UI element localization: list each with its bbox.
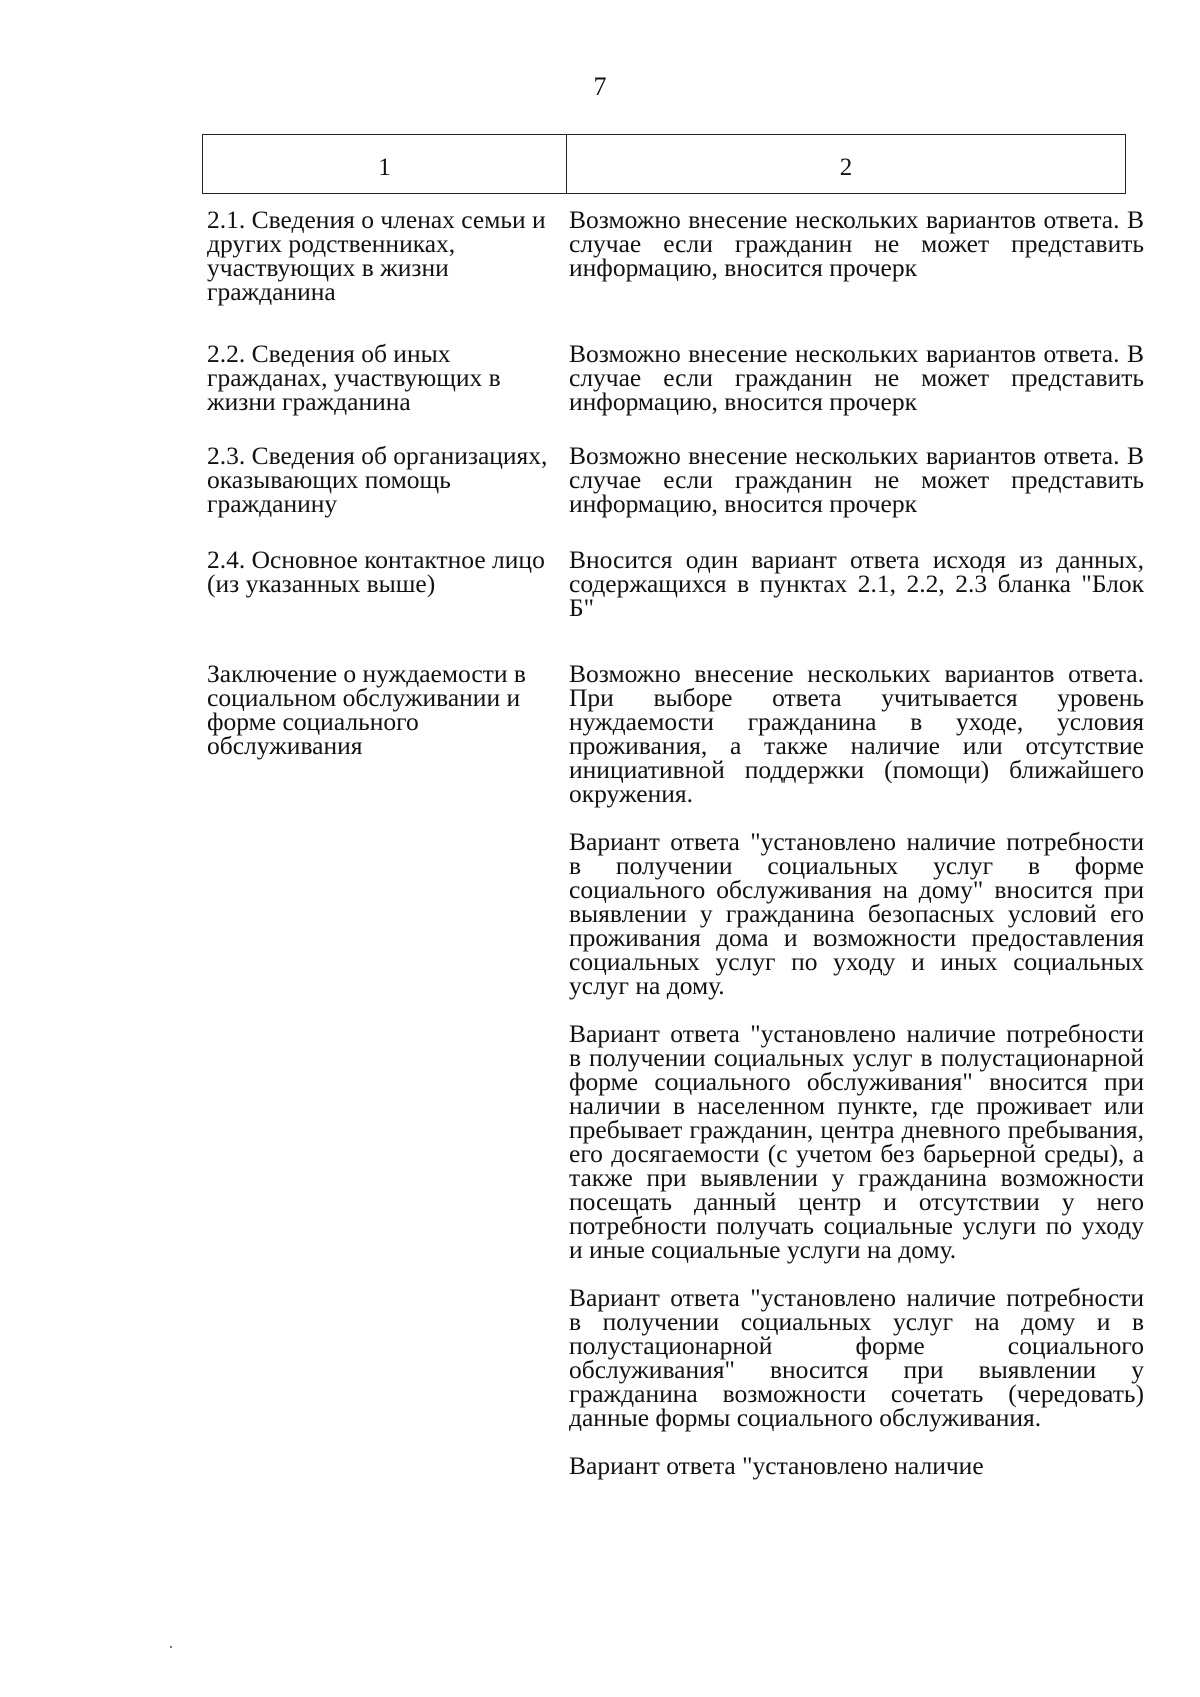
page-number: 7	[593, 72, 607, 101]
table-row	[207, 339, 1147, 416]
description-paragraph: Возможно внесение нескольких вариантов ответа. В случае если гражданин не может представить информацию, вносится прочерк	[569, 441, 1144, 518]
row-description	[569, 441, 1144, 518]
column-2-header: 2	[839, 154, 853, 181]
description-paragraph: Вносится один вариант ответа исходя из данных, содержащихся в пунктах 2.1, 2.2, 2.3 бланка "Блок Б"	[569, 545, 1144, 622]
description-paragraph: Вариант ответа "установлено наличие потребности в получении социальных услуг на дому и в полустационарной форме социального обслуживания" вносится при выявлении у гражданина возможности сочетать (чередовать) данные формы социального обслуживания.	[569, 1283, 1144, 1432]
description-paragraph: Вариант ответа "установлено наличие	[569, 1451, 984, 1480]
description-paragraph: Возможно внесение нескольких вариантов ответа. В случае если гражданин не может представить информацию, вносится прочерк	[569, 205, 1144, 282]
description-paragraph: Возможно внесение нескольких вариантов ответа. При выборе ответа учитывается уровень нуждаемости гражданина в уходе, условия проживания, а также наличие или отсутствие инициативной поддержки (помощи) ближайшего окружения.	[569, 659, 1144, 808]
description-paragraph: Вариант ответа "установлено наличие потребности в получении социальных услуг в полустационарной форме социального обслуживания" вносится при наличии в населенном пункте, где проживает или пребывает гражданин, центра дневного пребывания, его досягаемости (с учетом без барьерной среды), а также при выявлении у гражданина возможности посещать данный центр и отсутствии у него потребности получать социальные услуги по уходу и иные социальные услуги на дому.	[569, 1019, 1144, 1264]
table-row	[207, 659, 1147, 1480]
description-paragraph: Вариант ответа "установлено наличие потребности в получении социальных услуг в форме социального обслуживания на дому" вносится при выявлении у гражданина безопасных условий его проживания дома и возможности предоставления социальных услуг по уходу и иных социальных услуг на дому.	[569, 827, 1144, 1000]
table-row	[207, 441, 1147, 518]
row-description	[569, 205, 1144, 304]
table-row	[207, 205, 1147, 306]
table-header	[202, 134, 1126, 194]
row-label: 2.4. Основное контактное лицо (из указанных выше)	[207, 545, 545, 598]
scan-speck	[170, 1646, 172, 1648]
row-label: 2.1. Сведения о членах семьи и других родственниках, участвующих в жизни гражданина	[207, 205, 546, 306]
row-description	[569, 545, 1144, 622]
row-label: Заключение о нуждаемости в социальном обслуживании и форме социального обслуживания	[207, 659, 526, 760]
row-description	[569, 659, 1144, 1480]
table-row	[207, 545, 1147, 622]
description-paragraph: Возможно внесение нескольких вариантов ответа. В случае если гражданин не может представить информацию, вносится прочерк	[569, 339, 1144, 416]
column-1-header: 1	[203, 135, 567, 193]
row-description	[569, 339, 1144, 416]
row-label: 2.3. Сведения об организациях, оказывающих помощь гражданину	[207, 441, 548, 518]
row-label: 2.2. Сведения об иных гражданах, участвующих в жизни гражданина	[207, 339, 501, 416]
table-body	[207, 205, 1147, 1480]
